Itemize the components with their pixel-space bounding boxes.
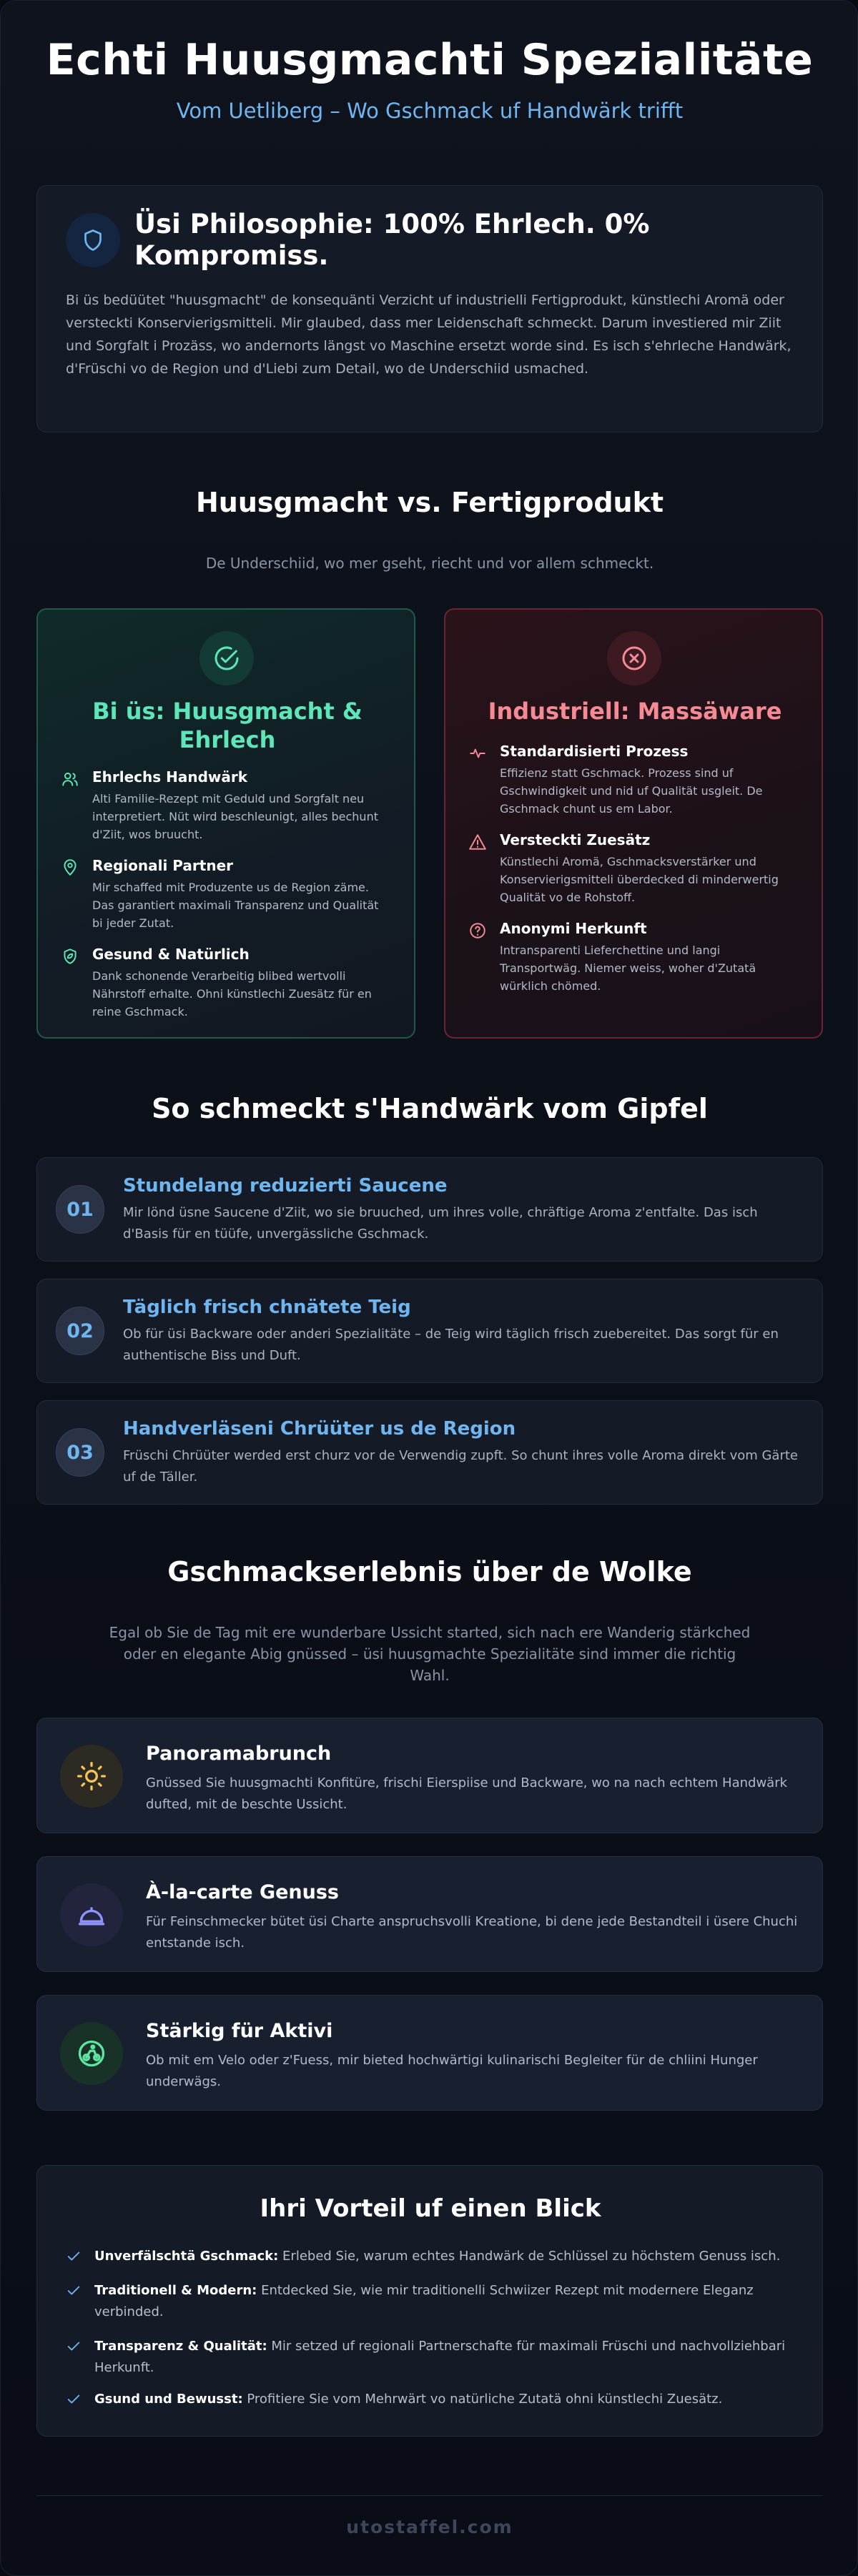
step-text: Mir lönd üsne Saucene d'Ziit, wo sie bruuched, um ihres volle, chräftige Aroma z'entfalte. Das isch d'Basis für en tüüfe, unvergässliche Gschmack.: [123, 1205, 758, 1242]
question-icon: [468, 921, 487, 940]
bike-icon: [60, 2022, 123, 2085]
advantage-label: Unverfälschtä Gschmack:: [94, 2249, 279, 2264]
process-step: [36, 1157, 823, 1262]
users-icon: [61, 770, 79, 788]
shield-icon: [66, 213, 120, 267]
sun-icon: [60, 1745, 123, 1808]
check-icon: [66, 2249, 82, 2264]
experience-card-text: Ob mit em Velo oder z'Fuess, mir bieted hochwärtigi kulinarischi Begleiter für de chliini Hunger underwägs.: [146, 2053, 758, 2089]
experience-subtitle: Egal ob Sie de Tag mit ere wunderbare Ussicht started, sich nach ere Wanderig stärkched oder en elegante Abig gnüssed – üsi huusgmachte Spezialitäte sind immer die richtig Wahl.: [109, 1624, 751, 1684]
advantage-description: Profitiere Sie vom Mehrwärt vo natürliche Zutatä ohni künstlechi Zuesätz.: [242, 2392, 723, 2407]
comparison-title: Huusgmacht vs. Fertigprodukt: [195, 487, 664, 518]
advantages-title: Ihri Vorteil uf einen Blick: [260, 2194, 601, 2223]
experience-title: Gschmackserlebnis über de Wolke: [167, 1556, 692, 1587]
process-step: [36, 1279, 823, 1383]
industrial-feature-title: Standardisierti Prozess: [500, 743, 689, 760]
experience-card-title: À-la-carte Genuss: [146, 1881, 339, 1903]
page-title: Echti Huusgmachti Spezialitäte: [46, 35, 814, 85]
philosophy-title: Üsi Philosophie: 100% Ehrlech. 0% Kompromiss.: [134, 209, 650, 271]
homemade-feature-text: Dank schonende Verarbeitig blibed wertvolli Nährstoff erhalte. Ohni künstlechi Zuesätz für en reine Gschmack.: [92, 969, 372, 1019]
homemade-feature-text: Mir schaffed mit Produzente us de Region zäme. Das garantiert maximali Transparenz und Qualität bi jeder Zutat.: [92, 881, 379, 930]
advantage-text: [94, 2280, 795, 2323]
industrial-feature-text: Effizienz statt Gschmack. Prozess sind uf Gschwindigkeit und nid uf Qualität usgleit. De Gschmack chunt us em Labor.: [500, 766, 763, 816]
advantage-label: Gsund und Bewusst:: [94, 2392, 243, 2407]
experience-card-title: Stärkig für Aktivi: [146, 2020, 333, 2042]
industrial-feature-title: Versteckti Zuesätz: [500, 831, 651, 848]
homemade-feature-title: Regionali Partner: [92, 857, 233, 874]
map-pin-icon: [61, 858, 79, 877]
experience-card: [36, 1718, 823, 1833]
homemade-feature-title: Ehrlechs Handwärk: [92, 768, 248, 786]
advantage-label: Traditionell & Modern:: [94, 2283, 257, 2298]
experience-card: [36, 1995, 823, 2111]
check-icon: [66, 2283, 82, 2299]
step-title: Handverläseni Chrüüter us de Region: [123, 1418, 516, 1440]
step-text: Früschi Chrüüter werded erst churz vor de Verwendig zupft. So chunt ihres volle Aroma direkt vom Gärte uf de Täller.: [123, 1448, 798, 1485]
advantage-description: Mir setzed uf regionali Partnerschafte für maximali Früschi und nachvollziehbari Herkunft.: [94, 2339, 786, 2375]
experience-card-text: Für Feinschmecker bütet üsi Charte anspruchsvolli Kreatione, bi dene jede Bestandteil i üsere Chuchi entstande isch.: [146, 1914, 798, 1951]
cloche-icon: [60, 1883, 123, 1946]
check-icon: [66, 2392, 82, 2407]
process-title: So schmeckt s'Handwärk vom Gipfel: [152, 1093, 708, 1124]
step-number: 03: [56, 1428, 104, 1477]
experience-card-text: Gnüssed Sie huusgmachti Konfitüre, frischi Eierspiise und Backware, wo na nach echtem Handwärk dufted, mit de beschte Ussicht.: [146, 1775, 788, 1812]
philosophy-text: Bi üs bedüütet "huusgmacht" de konsequänti Verzicht uf industrielli Fertigprodukt, künstlechi Aromä oder versteckti Konservierigsmitteli. Mir glaubed, dass mer Leidenschaft schmeckt. Darum investiered mir Ziit und Sorgfalt i Prozäss, wo andernorts längst vo Maschine ersetzt worde sind. Es isch s'ehrleche Handwärk, d'Früschi vo de Region und d'Liebi zum Detail, wo de Underschiid usmached.: [66, 292, 792, 377]
page-subtitle: Vom Uetliberg – Wo Gschmack uf Handwärk trifft: [176, 99, 684, 123]
homemade-feature-text: Alti Familie-Rezept mit Geduld und Sorgfalt neu interpretiert. Nüt wird beschleunigt, alles bechunt d'Ziit, wos bruucht.: [92, 792, 378, 841]
advantage-text: [94, 2389, 795, 2410]
step-text: Ob für üsi Backware oder anderi Spezialitäte – de Teig wird täglich frisch zuebereitet. Das sorgt für en authentische Biss und Duft.: [123, 1327, 779, 1363]
industrial-feature-text: Intransparenti Lieferchettine und langi Transportwäg. Niemer weiss, woher d'Zutatä würklich chömed.: [500, 943, 756, 993]
homemade-card-title: Bi üs: Huusgmacht & Ehrlech: [92, 698, 363, 753]
check-icon: [66, 2339, 82, 2354]
advantages-card: [36, 2165, 823, 2437]
advantage-description: Entdecked Sie, wie mir traditionelli Schwiizer Rezept mit modernere Eleganz verbinded.: [94, 2283, 754, 2319]
comparison-subtitle: De Underschiid, wo mer gseht, riecht und vor allem schmeckt.: [205, 555, 654, 572]
footer-divider: [36, 2495, 823, 2496]
advantage-text: [94, 2336, 795, 2379]
check-circle-icon: [199, 631, 254, 685]
step-number: 01: [56, 1185, 104, 1234]
x-circle-icon: [607, 631, 661, 685]
industrial-card-title: Industriell: Massäware: [488, 698, 782, 725]
pulse-icon: [468, 744, 487, 763]
experience-card: [36, 1856, 823, 1972]
footer-link[interactable]: utostaffel.com: [346, 2517, 513, 2537]
experience-card-title: Panoramabrunch: [146, 1743, 332, 1765]
industrial-feature-title: Anonymi Herkunft: [500, 920, 647, 937]
philosophy-card: [36, 185, 823, 432]
advantage-label: Transparenz & Qualität:: [94, 2339, 267, 2354]
advantage-text: [94, 2246, 795, 2267]
process-step: [36, 1400, 823, 1505]
industrial-feature-text: Künstlechi Aromä, Gschmacksverstärker und Konservierigsmitteli überdecked di minderwertig Qualität vo de Rohstoff.: [500, 855, 779, 904]
homemade-card: [36, 608, 415, 1039]
warning-icon: [468, 833, 487, 851]
advantage-description: Erlebed Sie, warum echtes Handwärk de Schlüssel zu höchstem Genuss isch.: [278, 2249, 781, 2264]
homemade-feature-title: Gesund & Natürlich: [92, 946, 250, 963]
step-title: Täglich frisch chnätete Teig: [123, 1297, 411, 1318]
step-title: Stundelang reduzierti Saucene: [123, 1175, 448, 1197]
step-number: 02: [56, 1307, 104, 1355]
shield-leaf-icon: [61, 947, 79, 966]
industrial-card: [444, 608, 823, 1039]
